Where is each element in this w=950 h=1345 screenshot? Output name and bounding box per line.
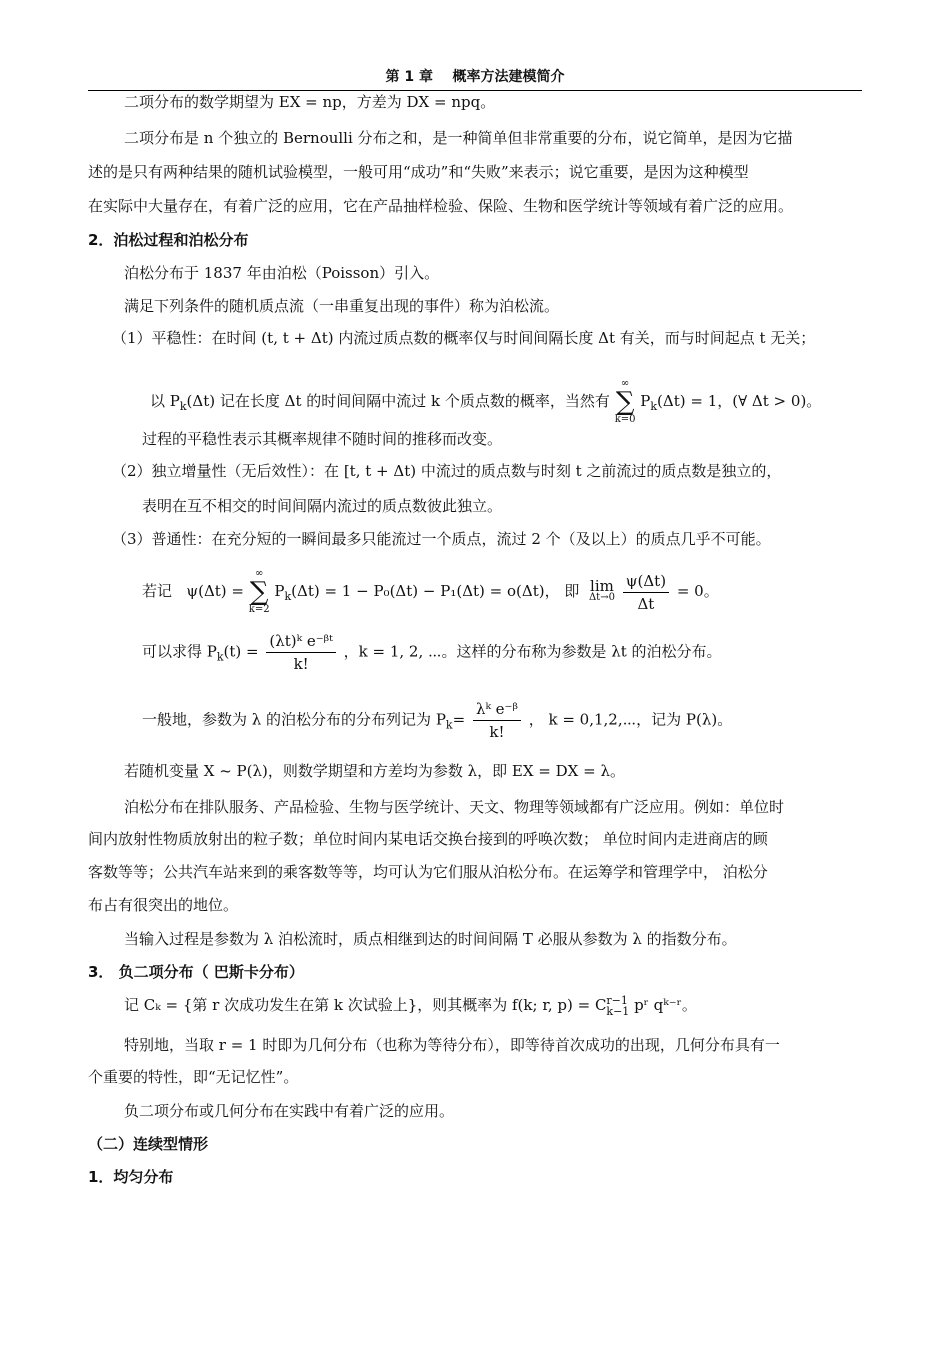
paragraph-line: 负二项分布或几何分布在实践中有着广泛的应用。: [124, 1102, 455, 1120]
limit-symbol: lim Δt→0: [588, 577, 615, 603]
paragraph-line: 个重要的特性，即“无记忆性”。: [88, 1068, 299, 1086]
paragraph-line: 泊松分布在排队服务、产品检验、生物与医学统计、天文、物理等领域都有广泛应用。例如：单位时: [124, 798, 785, 816]
section-heading: 3． 负二项分布（ 巴斯卡分布）: [88, 963, 304, 981]
stationarity-formula: 以 $P_k(\Delta t)$ 记在长度 Δt 的时间间隔中流过 k 个质点数的概率，当然有 ∞ ∑ k=0 $P_k(\Delta t) = 1$，(∀ Δt > 0)。: [150, 378, 822, 425]
negative-binomial-formula: 记 Cₖ = {第 r 次成功发生在第 k 次试验上}，则其概率为 f(k; r, p) = C r−1 k−1 pʳ qᵏ⁻ʳ。: [124, 994, 697, 1018]
summation-symbol: ∞ ∑ k=2: [248, 568, 270, 615]
paragraph-line: 泊松分布于 1837 年由泊松（Poisson）引入。: [124, 264, 440, 282]
paragraph-line: 过程的平稳性表示其概率规律不随时间的推移而改变。: [142, 430, 503, 448]
chapter-title: 概率方法建模简介: [452, 69, 565, 85]
summation-symbol: ∞ ∑ k=0: [614, 378, 636, 425]
paragraph-line: 客数等等；公共汽车站来到的乘客数等等，均可认为它们服从泊松分布。在运筹学和管理学中， 泊松分: [88, 863, 768, 881]
poisson-pmf-formula: 可以求得 $P_k(t)$ = $\frac{\text{(λt)ᵏ e⁻ᵝᵗ}}{k!}$ ，k = 1, 2, ⋯。这样的分布称为参数是 λt 的泊松分布。: [142, 632, 722, 673]
paragraph-line: 特别地，当取 r = 1 时即为几何分布（也称为等待分布），即等待首次成功的出现，几何分布具有一: [124, 1036, 780, 1054]
section-heading: 1．均匀分布: [88, 1168, 174, 1186]
section-heading: 2．泊松过程和泊松分布: [88, 231, 249, 249]
poisson-distribution-formula: 一般地，参数为 λ 的泊松分布的分布列记为 $P_k=$ $\frac{\text{λᵏ e⁻ᵝ}}{k!}$ ， k = 0,1,2,⋯，记为 P(λ)。: [142, 700, 733, 741]
chapter-number: 第 1 章: [385, 69, 433, 85]
psi-formula: 若记 ψ(Δt) = ∞ ∑ k=2 $P_k(\Delta t) = 1 - P_0(\Delta t) - P_1(\Delta t) = o(\Delta t)$， 即 lim Δt→0 $\frac{\psi(\Delta t)}{\Delta t}$ = 0。: [142, 568, 719, 615]
binomial-expectation-line: 二项分布的数学期望为 EX = np，方差为 DX = npq。: [124, 93, 496, 111]
condition-3: （3）普通性：在充分短的一瞬间最多只能流过一个质点，流过 2 个（及以上）的质点几乎不可能。: [112, 530, 771, 548]
paragraph-line: 述的是只有两种结果的随机试验模型，一般可用“成功”和“失败”来表示；说它重要，是因为这种模型: [88, 163, 749, 181]
paragraph-line: 在实际中大量存在，有着广泛的应用，它在产品抽样检验、保险、生物和医学统计等领域有着广泛的应用。: [88, 197, 794, 215]
paragraph-line: 布占有很突出的地位。: [88, 896, 239, 914]
condition-1: （1）平稳性：在时间 (t, t + Δt) 内流过质点数的概率仅与时间间隔长度 Δt 有关，而与时间起点 t 无关；: [112, 329, 816, 347]
section-heading: （二）连续型情形: [88, 1135, 209, 1153]
paragraph-line: 二项分布是 n 个独立的 Bernoulli 分布之和，是一种简单但非常重要的分布，说它简单，是因为它描: [124, 129, 793, 147]
page-header: [88, 66, 862, 86]
paragraph-line: 若随机变量 X ~ P(λ)，则数学期望和方差均为参数 λ，即 EX = DX = λ。: [124, 762, 625, 780]
paragraph-line: 间内放射性物质放射出的粒子数；单位时间内某电话交换台接到的呼唤次数； 单位时间内走进商店的顾: [88, 830, 768, 848]
condition-2: （2）独立增量性（无后效性）：在 [t, t + Δt) 中流过的质点数与时刻 t 之前流过的质点数是独立的，: [112, 462, 782, 480]
fraction: $\frac{\psi(\Delta t)}{\Delta t}$: [623, 570, 669, 615]
paragraph-line: 表明在互不相交的时间间隔内流过的质点数彼此独立。: [142, 497, 503, 515]
fraction: $\frac{\text{λᵏ e⁻ᵝ}}{k!}$: [473, 698, 521, 743]
fraction: $\frac{\text{(λt)ᵏ e⁻ᵝᵗ}}{k!}$: [266, 630, 335, 675]
paragraph-line: 当输入过程是参数为 λ 泊松流时，质点相继到达的时间间隔 T 必服从参数为 λ 的指数分布。: [124, 930, 737, 948]
paragraph-line: 满足下列条件的随机质点流（一串重复出现的事件）称为泊松流。: [124, 297, 560, 315]
